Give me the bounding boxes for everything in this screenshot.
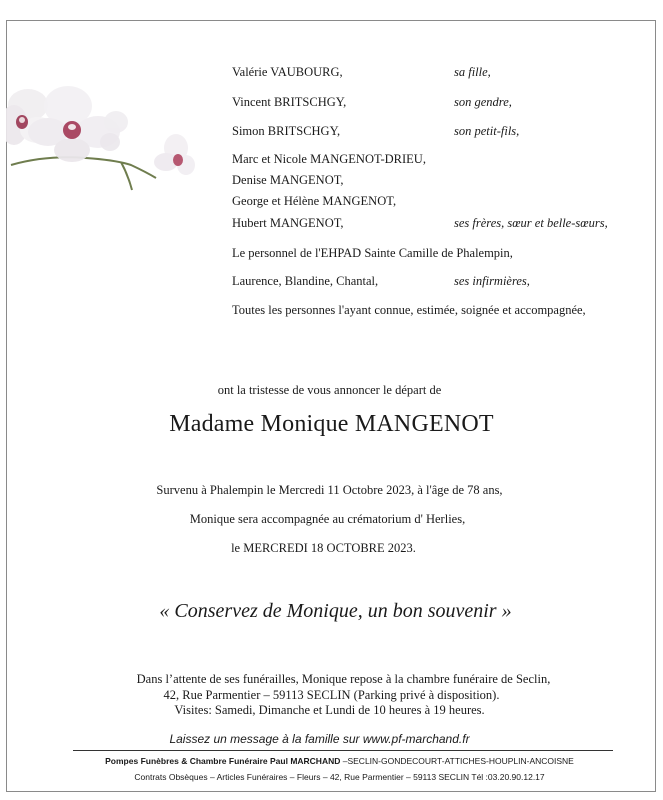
funeral-home-line [8,756,663,766]
orchid-flower-illustration [6,70,196,200]
family-member-name: Hubert MANGENOT, [232,216,344,230]
family-member-name: Simon BRITSCHGY, [232,124,341,138]
deceased-name: Madame Monique MANGENOT [169,411,494,437]
family-member-relation: son petit-fils, [454,124,520,138]
funeral-address-line: 42, Rue Parmentier – 59113 SECLIN (Parking privé à disposition). [163,688,500,702]
family-member-name: Valérie VAUBOURG, [232,65,343,79]
cremation-details: Monique sera accompagnée au crématorium d' Herlies, [189,512,466,526]
funeral-home-locations: –SECLIN-GONDECOURT-ATTICHES-HOUPLIN-ANCOISNE [340,756,574,766]
funeral-home-company: MARCHAND [290,756,341,766]
family-member-relation: ses infirmières, [454,274,530,288]
family-member-name: Toutes les personnes l'ayant connue, estimée, soignée et accompagnée, [232,303,586,317]
memorial-quote: « Conservez de Monique, un bon souvenir » [159,600,512,622]
funeral-home-contact: Contrats Obsèques – Articles Funéraires – Fleurs – 42, Rue Parmentier – 59113 SECLIN Tél :03.20.90.12.17 [134,772,545,782]
announcement-intro: ont la tristesse de vous annoncer le départ de [217,383,442,397]
family-member-name: Laurence, Blandine, Chantal, [232,274,379,288]
condolence-website-message: Laissez un message à la famille sur www.pf-marchand.fr [169,732,470,746]
footer-divider [73,750,613,751]
family-member-relation: sa fille, [454,65,491,79]
death-details: Survenu à Phalempin le Mercredi 11 Octobre 2023, à l'âge de 78 ans, [156,483,503,497]
family-member-name: George et Hélène MANGENOT, [232,194,397,208]
funeral-home-prefix: Pompes Funèbres & Chambre Funéraire Paul [105,756,291,766]
family-member-name: Marc et Nicole MANGENOT-DRIEU, [232,152,426,166]
family-member-relation: son gendre, [454,95,512,109]
family-member-name: Le personnel de l'EHPAD Sainte Camille de Phalempin, [232,246,513,260]
funeral-info-line: Dans l’attente de ses funérailles, Monique repose à la chambre funéraire de Seclin, [136,672,551,686]
ceremony-date: le MERCREDI 18 OCTOBRE 2023. [231,541,416,555]
visiting-hours-line: Visites: Samedi, Dimanche et Lundi de 10 heures à 19 heures. [174,703,485,717]
family-member-relation: ses frères, sœur et belle-sœurs, [454,216,608,230]
family-member-name: Vincent BRITSCHGY, [232,95,347,109]
family-member-name: Denise MANGENOT, [232,173,344,187]
